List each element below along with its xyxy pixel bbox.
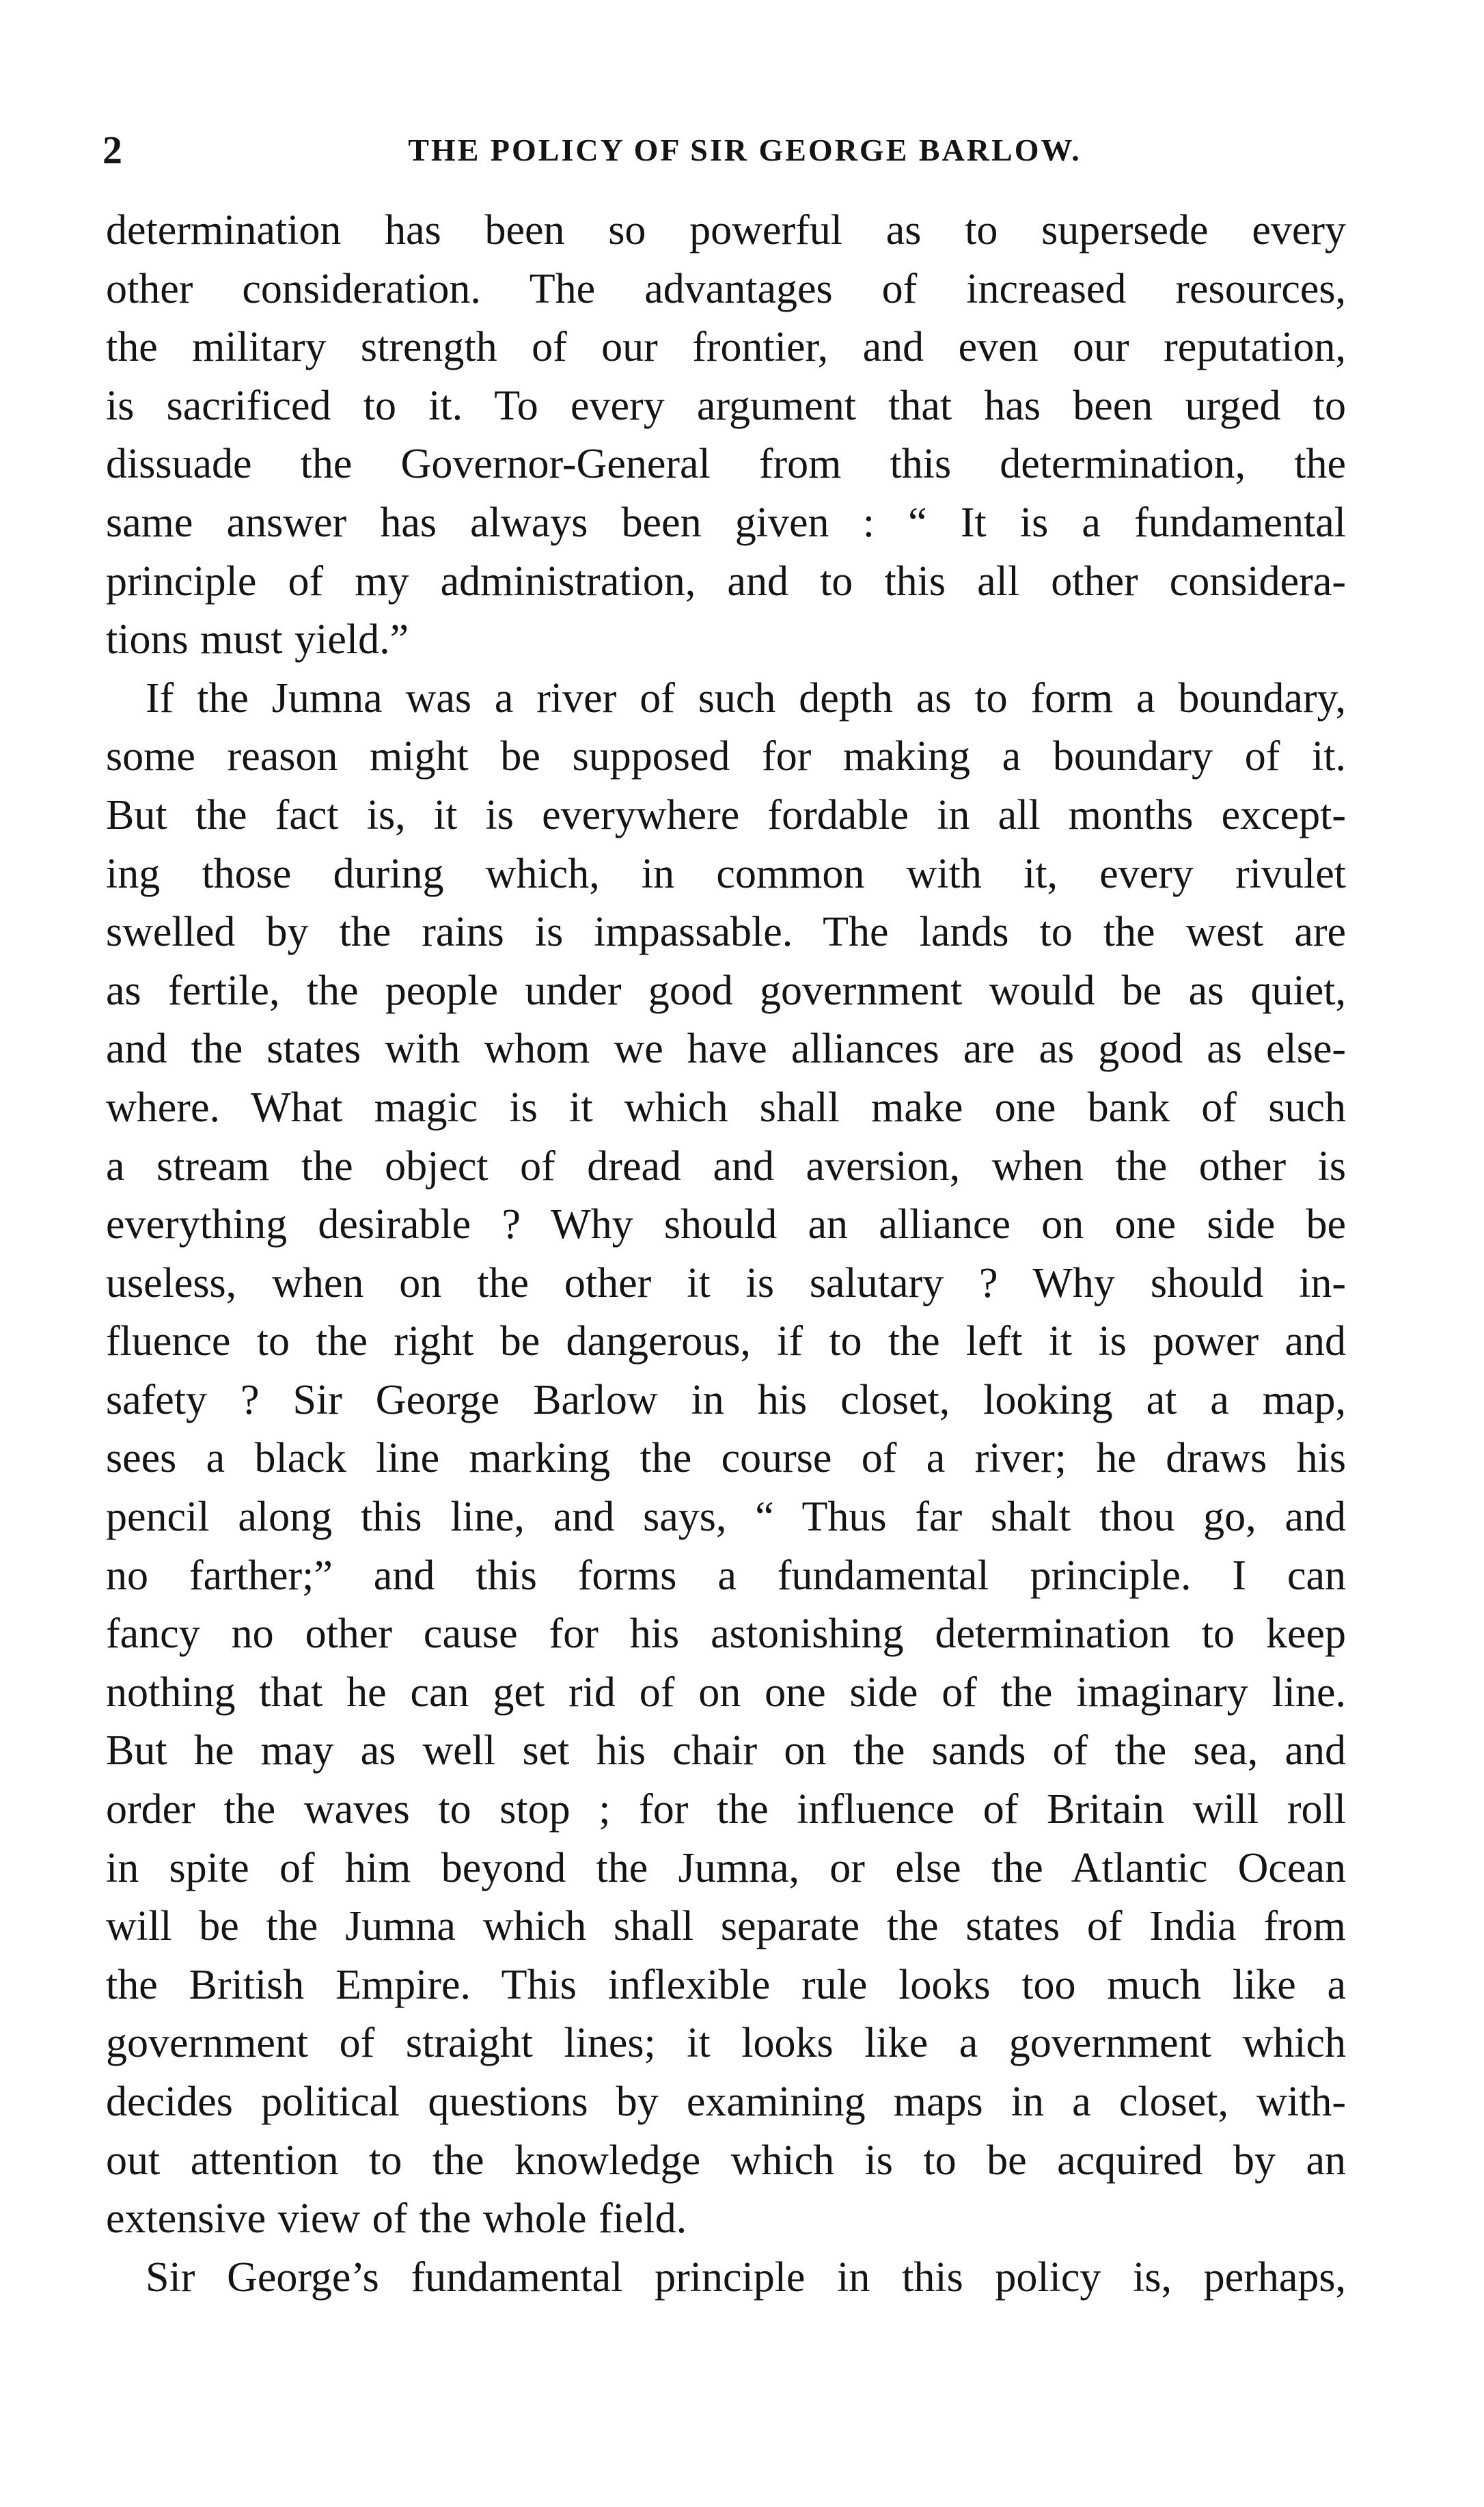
text-line: and the states with whom we have alliances are as good as else-	[106, 1026, 1346, 1073]
text-line: out attention to the knowledge which is to be acquired by an	[106, 2137, 1346, 2184]
text-line: pencil along this line, and says, “ Thus far shalt thou go, and	[106, 1494, 1346, 1541]
text-line: same answer has always been given : “ It is a fundamental	[106, 499, 1346, 546]
text-line: everything desirable ? Why should an alliance on one side be	[106, 1201, 1346, 1248]
text-line: But the fact is, it is everywhere fordable in all months except-	[106, 791, 1346, 838]
text-line: no farther;” and this forms a fundamental principle. I can	[106, 1552, 1346, 1599]
text-line: is sacrificed to it. To every argument that has been urged to	[106, 382, 1346, 429]
text-line: But he may as well set his chair on the sands of the sea, and	[106, 1727, 1346, 1775]
text-line: order the waves to stop ; for the influence of Britain will roll	[106, 1786, 1346, 1833]
text-line: a stream the object of dread and aversion, when the other is	[106, 1142, 1346, 1190]
text-line: as fertile, the people under good government would be as quiet,	[106, 967, 1346, 1014]
text-line: safety ? Sir George Barlow in his closet, looking at a map,	[106, 1376, 1346, 1423]
page-number: 2	[102, 128, 122, 172]
text-line: the military strength of our frontier, and even our reputation,	[106, 324, 1346, 371]
paragraph-start-line: Sir George’s fundamental principle in this policy is, perhaps,	[146, 2253, 1346, 2301]
text-line: extensive view of the whole field.	[106, 2195, 687, 2243]
text-line: nothing that he can get rid of on one side of the imaginary line.	[106, 1669, 1346, 1716]
text-line: government of straight lines; it looks like a government which	[106, 2020, 1346, 2067]
running-title: THE POLICY OF SIR GEORGE BARLOW.	[408, 133, 1082, 167]
text-line: will be the Jumna which shall separate the states of India from	[106, 1903, 1346, 1950]
text-line: tions must yield.”	[106, 616, 409, 663]
text-line: principle of my administration, and to this all other considera-	[106, 558, 1346, 605]
text-line: where. What magic is it which shall make one bank of such	[106, 1084, 1346, 1131]
text-line: ing those during which, in common with it, every rivulet	[106, 850, 1346, 897]
text-line: dissuade the Governor-General from this determination, the	[106, 441, 1346, 488]
text-line: fancy no other cause for his astonishing determination to keep	[106, 1611, 1346, 1658]
paragraph-start-line: If the Jumna was a river of such depth as to form a boundary,	[146, 674, 1346, 722]
page-header	[102, 123, 1346, 178]
text-line: useless, when on the other it is salutary ? Why should in-	[106, 1259, 1346, 1306]
text-line: other consideration. The advantages of increased resources,	[106, 265, 1346, 312]
text-line: some reason might be supposed for making a boundary of it.	[106, 733, 1346, 780]
text-line: in spite of him beyond the Jumna, or else the Atlantic Ocean	[106, 1844, 1346, 1891]
text-line: decides political questions by examining maps in a closet, with-	[106, 2079, 1346, 2125]
text-line: fluence to the right be dangerous, if to the left it is power and	[106, 1318, 1346, 1365]
text-line: determination has been so powerful as to supersede every	[106, 207, 1346, 254]
body-text	[106, 202, 1346, 2307]
text-line: the British Empire. This inflexible rule looks too much like a	[106, 1961, 1346, 2008]
text-line: swelled by the rains is impassable. The lands to the west are	[106, 909, 1346, 956]
text-line: sees a black line marking the course of a river; he draws his	[106, 1435, 1346, 1482]
